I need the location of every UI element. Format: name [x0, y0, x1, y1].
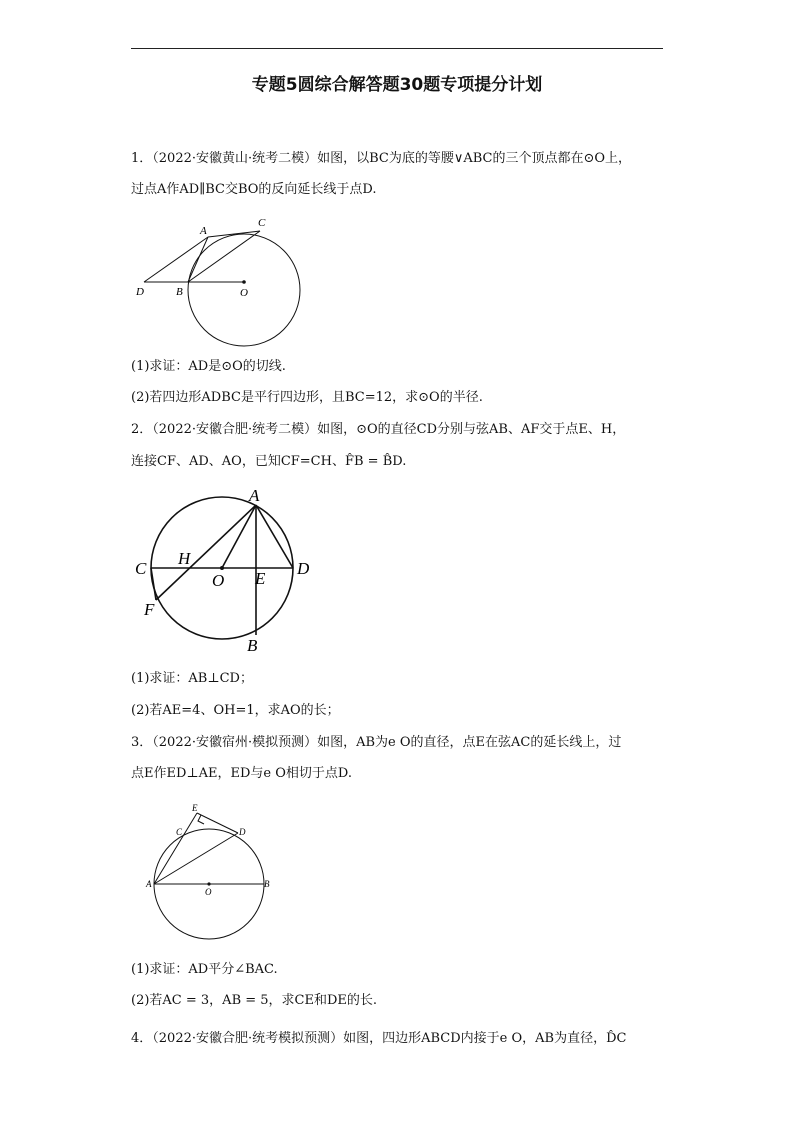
q1-part2: (2)若四边形ADBC是平行四边形，且BC=12，求⊙O的半径.	[131, 390, 483, 405]
q3-label-C: C	[176, 827, 183, 837]
q2-label-F: F	[144, 600, 155, 619]
q2-part1: (1)求证：AB⊥CD；	[131, 671, 253, 686]
q3-label-D: D	[239, 827, 246, 837]
q1-label-C: C	[258, 217, 266, 229]
q1-label-B: B	[176, 286, 183, 298]
q1-center-dot	[242, 280, 246, 284]
q3-stem-line1: 3．（2022·安徽宿州·模拟预测）如图，AB为e O的直径，点E在弦AC的延长线上，过	[131, 735, 622, 750]
header-rule	[131, 48, 663, 49]
q1-figure	[130, 210, 310, 345]
q2-label-O: O	[212, 571, 225, 590]
q1-label-A: A	[200, 225, 207, 237]
q1-stem-line1: 1．（2022·安徽黄山·统考二模）如图，以BC为底的等腰∨ABC的三个顶点都在⊙O上，	[131, 151, 632, 166]
q2-stem-line1: 2．（2022·安徽合肥·统考二模）如图，⊙O的直径CD分别与弦AB、AF交于点E、H，	[131, 422, 626, 437]
q3-line-AE	[154, 813, 197, 884]
q3-label-O: O	[205, 887, 212, 897]
q3-line-AD	[154, 833, 238, 884]
q2-label-E: E	[255, 569, 266, 588]
q3-center-dot	[207, 882, 210, 885]
q2-part2: (2)若AE=4、OH=1，求AO的长；	[131, 703, 340, 718]
q3-label-B: B	[264, 879, 270, 889]
q3-stem-line2: 点E作ED⊥AE，ED与e O相切于点D.	[131, 766, 352, 781]
q2-center-dot	[220, 566, 224, 570]
q3-label-E: E	[192, 803, 198, 813]
q2-stem-line2: 连接CF、AD、AO，已知CF=CH、F̂B = B̂D.	[131, 454, 407, 469]
q3-part1: (1)求证：AD平分∠BAC.	[131, 962, 278, 977]
q3-label-A: A	[146, 879, 152, 889]
q3-figure	[140, 800, 280, 940]
q4-stem-line1: 4．（2022·安徽合肥·统考模拟预测）如图，四边形ABCD内接于e O，AB为直径，D̂C	[131, 1031, 627, 1046]
q2-label-D: D	[297, 559, 310, 578]
q1-part1: (1)求证：AD是⊙O的切线.	[131, 359, 286, 374]
q2-label-A: A	[249, 486, 260, 505]
q2-line-CF	[151, 568, 156, 600]
page-title: 专题5圆综合解答题30题专项提分计划	[251, 75, 543, 95]
q2-line-AD	[256, 505, 293, 568]
q1-label-D: D	[136, 286, 144, 298]
q2-line-AO	[222, 505, 256, 568]
q1-stem-line2: 过点A作AD∥BC交BO的反向延长线于点D.	[131, 182, 377, 197]
q2-figure	[130, 485, 320, 655]
q2-label-C: C	[135, 559, 147, 578]
q2-label-B: B	[247, 636, 258, 655]
q2-label-H: H	[178, 549, 191, 568]
q1-label-O: O	[240, 287, 248, 299]
q3-part2: (2)若AC = 3，AB = 5，求CE和DE的长.	[131, 993, 378, 1008]
